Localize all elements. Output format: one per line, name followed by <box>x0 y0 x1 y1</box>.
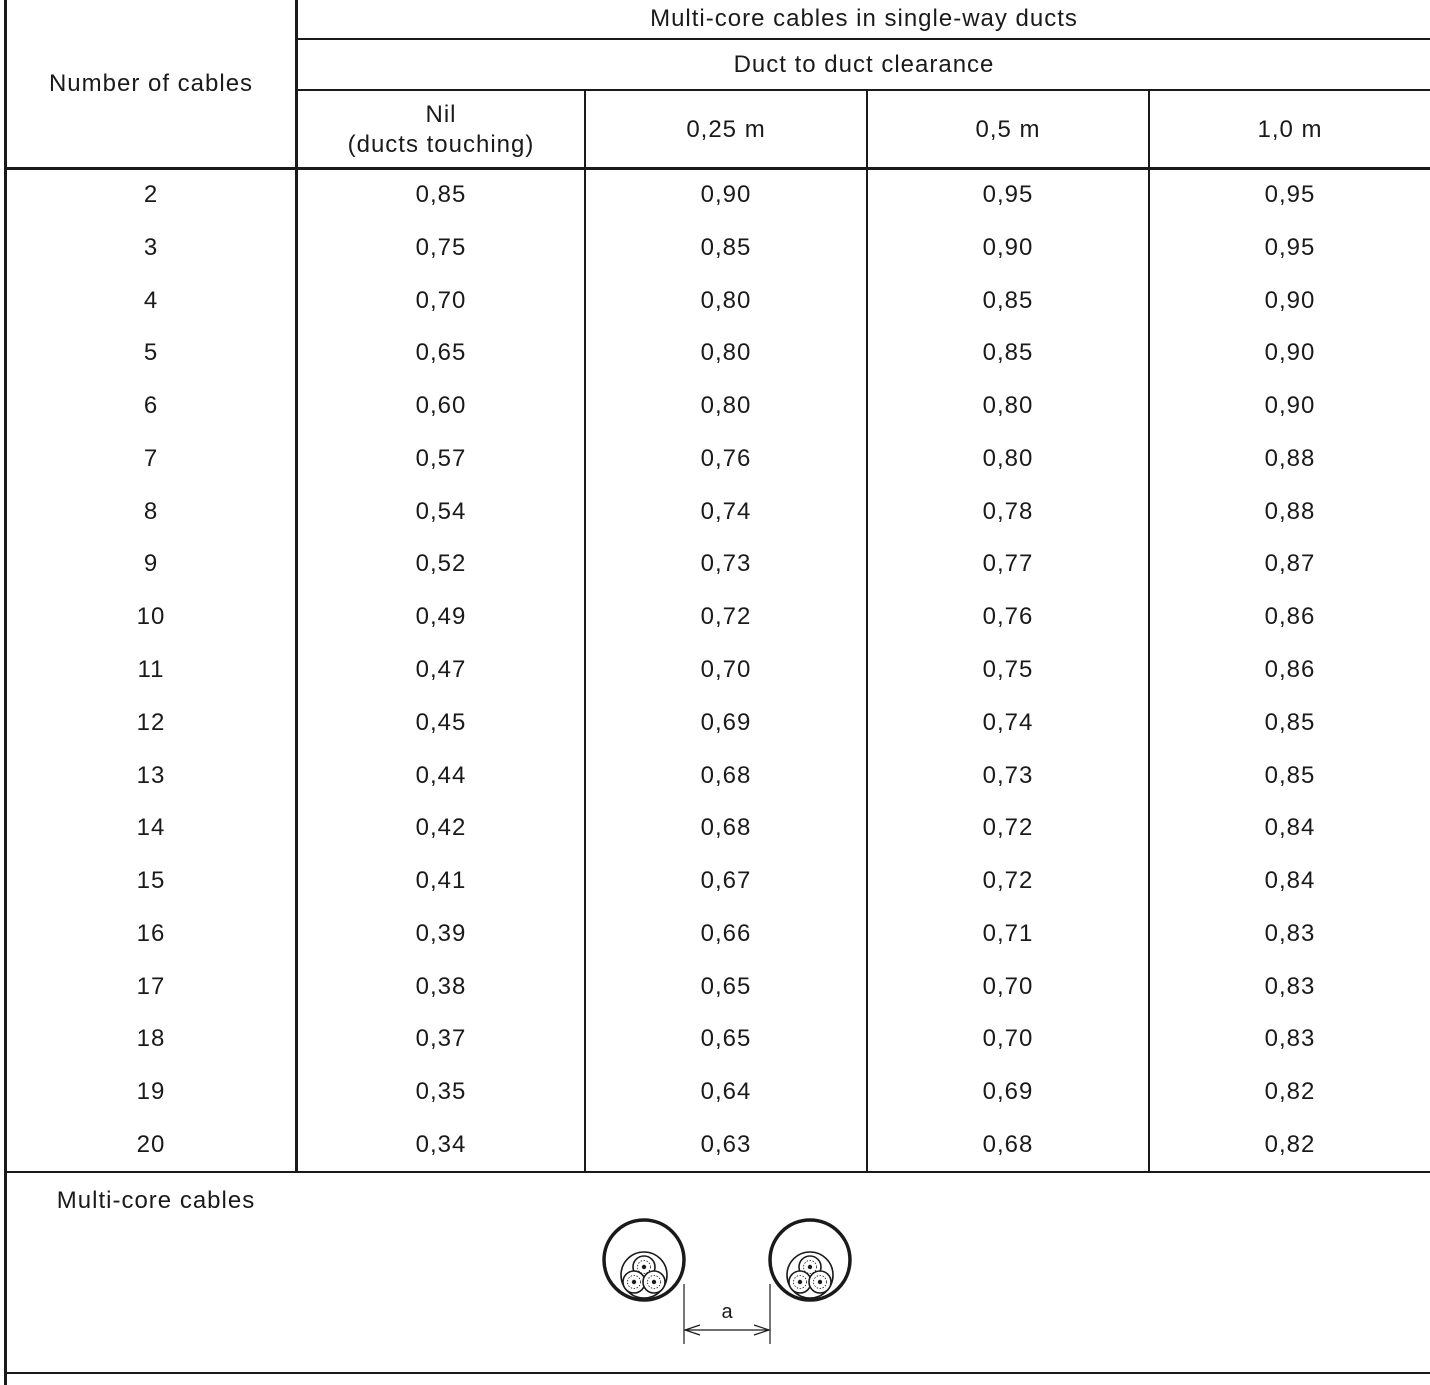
cell-number-of-cables: 10 <box>136 603 166 631</box>
cell-0-25m: 0,68 <box>700 761 752 789</box>
cell-1-0m: 0,86 <box>1264 656 1316 683</box>
cell-nil: 0,47 <box>415 656 467 683</box>
cell-1-0m: 0,83 <box>1264 972 1316 1000</box>
cell-1-0m: 0,82 <box>1264 1078 1316 1106</box>
cell-0-5m: 0,76 <box>982 603 1034 631</box>
cell-nil: 0,75 <box>415 233 467 261</box>
cell-0-5m: 0,72 <box>982 867 1034 895</box>
cell-0-5m: 0,77 <box>982 550 1034 578</box>
right-duct-icon <box>770 1220 850 1300</box>
cell-nil: 0,52 <box>415 550 467 578</box>
cell-0-5m: 0,85 <box>982 339 1034 367</box>
cell-nil: 0,85 <box>415 181 467 208</box>
cell-nil: 0,34 <box>415 1131 467 1158</box>
cell-0-25m: 0,68 <box>700 814 752 842</box>
left-duct-icon <box>604 1220 684 1300</box>
cell-number-of-cables: 2 <box>143 181 159 208</box>
cell-0-5m: 0,80 <box>982 392 1034 420</box>
column-header-1-0m: 1,0 m <box>1257 115 1323 143</box>
cell-1-0m: 0,87 <box>1264 550 1316 578</box>
cell-0-25m: 0,72 <box>700 603 752 631</box>
cell-0-25m: 0,80 <box>700 286 752 314</box>
cell-0-5m: 0,73 <box>982 761 1034 789</box>
cell-0-5m: 0,69 <box>982 1078 1034 1106</box>
figure-caption: Multi-core cables <box>56 1187 256 1214</box>
cell-1-0m: 0,88 <box>1264 497 1316 525</box>
cell-nil: 0,49 <box>415 603 467 631</box>
cell-number-of-cables: 4 <box>143 286 159 314</box>
cell-nil: 0,35 <box>415 1078 467 1106</box>
cell-nil: 0,39 <box>415 919 467 947</box>
cell-0-5m: 0,85 <box>982 286 1034 314</box>
column-header-nil-line2: (ducts touching) <box>347 130 535 158</box>
cell-nil: 0,38 <box>415 972 467 1000</box>
cell-1-0m: 0,90 <box>1264 286 1316 314</box>
cell-0-25m: 0,63 <box>700 1131 752 1158</box>
figure-bottom-rule <box>4 1372 1430 1374</box>
cell-0-5m: 0,80 <box>982 444 1034 472</box>
corner-header: Number of cables <box>48 70 254 97</box>
cell-number-of-cables: 6 <box>143 392 159 420</box>
cell-1-0m: 0,84 <box>1264 814 1316 842</box>
cell-0-5m: 0,74 <box>982 708 1034 736</box>
column-header-0-5m: 0,5 m <box>975 115 1041 143</box>
cell-nil: 0,37 <box>415 1025 467 1053</box>
column-header-0-25m: 0,25 m <box>686 115 766 143</box>
cell-number-of-cables: 7 <box>143 444 159 472</box>
cell-number-of-cables: 16 <box>136 919 166 947</box>
cell-number-of-cables: 15 <box>136 867 166 895</box>
column-header-nil <box>298 91 584 168</box>
cell-1-0m: 0,90 <box>1264 339 1316 367</box>
clearance-dimension-label: a <box>721 1301 733 1323</box>
cell-0-5m: 0,68 <box>982 1131 1034 1158</box>
cell-0-25m: 0,73 <box>700 550 752 578</box>
cell-1-0m: 0,83 <box>1264 919 1316 947</box>
cell-0-25m: 0,74 <box>700 497 752 525</box>
duct-clearance-diagram <box>596 1212 866 1352</box>
cell-1-0m: 0,85 <box>1264 761 1316 789</box>
cell-1-0m: 0,88 <box>1264 444 1316 472</box>
cell-0-5m: 0,75 <box>982 656 1034 683</box>
cell-number-of-cables: 9 <box>143 550 159 578</box>
cell-0-25m: 0,80 <box>700 339 752 367</box>
cell-number-of-cables: 11 <box>137 656 165 683</box>
cell-1-0m: 0,95 <box>1264 233 1316 261</box>
cell-nil: 0,44 <box>415 761 467 789</box>
cell-nil: 0,41 <box>415 867 467 895</box>
cell-0-25m: 0,70 <box>700 656 752 683</box>
cell-number-of-cables: 5 <box>143 339 159 367</box>
cell-1-0m: 0,82 <box>1264 1131 1316 1158</box>
subgroup-header: Duct to duct clearance <box>733 51 995 78</box>
cell-nil: 0,42 <box>415 814 467 842</box>
cell-1-0m: 0,86 <box>1264 603 1316 631</box>
cell-number-of-cables: 18 <box>136 1025 166 1053</box>
cell-nil: 0,70 <box>415 286 467 314</box>
cell-number-of-cables: 12 <box>136 708 166 736</box>
cell-0-25m: 0,66 <box>700 919 752 947</box>
cell-number-of-cables: 17 <box>136 972 166 1000</box>
cell-nil: 0,45 <box>415 708 467 736</box>
group-header: Multi-core cables in single-way ducts <box>650 5 1078 32</box>
cell-0-25m: 0,76 <box>700 444 752 472</box>
cell-number-of-cables: 3 <box>143 233 159 261</box>
cell-0-25m: 0,85 <box>700 233 752 261</box>
cell-nil: 0,60 <box>415 392 467 420</box>
cell-number-of-cables: 19 <box>136 1078 166 1106</box>
table-body-bottom-rule <box>4 1171 1430 1173</box>
cell-number-of-cables: 20 <box>136 1131 166 1158</box>
cell-0-25m: 0,65 <box>700 972 752 1000</box>
cell-0-5m: 0,90 <box>982 233 1034 261</box>
cell-0-5m: 0,78 <box>982 497 1034 525</box>
cell-1-0m: 0,90 <box>1264 392 1316 420</box>
cell-0-25m: 0,69 <box>700 708 752 736</box>
cell-0-25m: 0,64 <box>700 1078 752 1106</box>
cell-0-25m: 0,65 <box>700 1025 752 1053</box>
cell-nil: 0,54 <box>415 497 467 525</box>
cell-number-of-cables: 8 <box>143 497 159 525</box>
cell-0-25m: 0,67 <box>700 867 752 895</box>
cell-1-0m: 0,83 <box>1264 1025 1316 1053</box>
column-header-nil-line1: Nil <box>425 100 457 128</box>
cell-1-0m: 0,85 <box>1264 708 1316 736</box>
cell-number-of-cables: 14 <box>136 814 166 842</box>
cell-nil: 0,57 <box>415 444 467 472</box>
cell-0-5m: 0,95 <box>982 181 1034 208</box>
cell-0-25m: 0,80 <box>700 392 752 420</box>
cell-0-25m: 0,90 <box>700 181 752 208</box>
cell-0-5m: 0,70 <box>982 972 1034 1000</box>
cell-1-0m: 0,84 <box>1264 867 1316 895</box>
cell-0-5m: 0,71 <box>982 919 1034 947</box>
cell-nil: 0,65 <box>415 339 467 367</box>
cell-0-5m: 0,72 <box>982 814 1034 842</box>
cell-number-of-cables: 13 <box>136 761 166 789</box>
cell-0-5m: 0,70 <box>982 1025 1034 1053</box>
cell-1-0m: 0,95 <box>1264 181 1316 208</box>
